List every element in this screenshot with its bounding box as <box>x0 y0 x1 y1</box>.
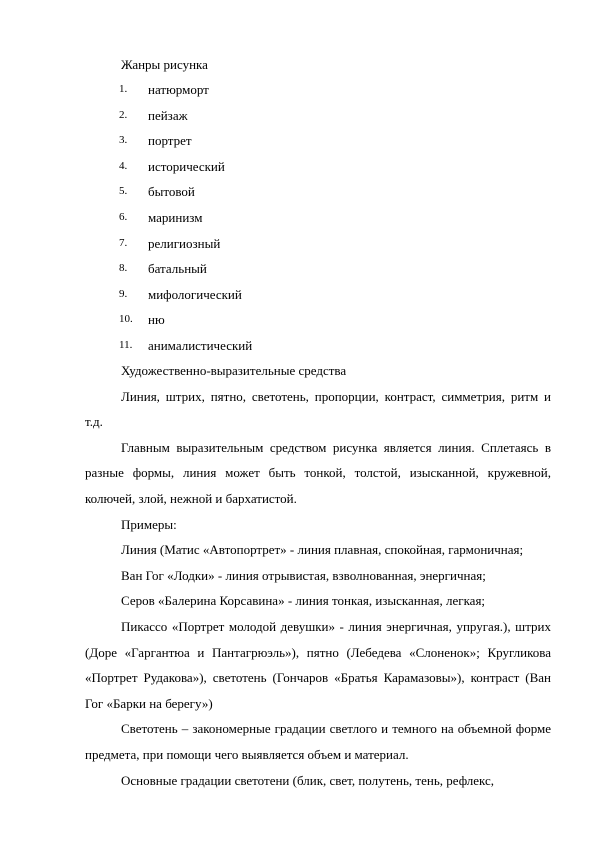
list-item <box>0 311 595 337</box>
list-text: батальный <box>148 261 207 277</box>
list-item <box>0 81 595 107</box>
list-text: мифологический <box>148 286 242 302</box>
list-number: 7. <box>119 236 128 249</box>
list-text: ню <box>148 312 165 328</box>
example-line: Ван Гог «Лодки» - линия отрывистая, взволнованная, энергичная; <box>121 567 486 583</box>
list-item <box>0 107 595 133</box>
list-number: 11. <box>119 338 133 351</box>
list-text: маринизм <box>148 209 203 225</box>
list-item <box>0 235 595 261</box>
genres-heading: Жанры рисунка <box>121 57 208 72</box>
list-number: 2. <box>119 108 128 121</box>
list-text: бытовой <box>148 184 195 200</box>
list-item <box>0 132 595 158</box>
list-item <box>0 183 595 209</box>
genres-list <box>0 81 595 363</box>
list-text: пейзаж <box>148 107 188 123</box>
list-text: натюрморт <box>148 82 209 97</box>
gradations-paragraph: Основные градации светотени (блик, свет, полутень, тень, рефлекс, <box>121 772 495 788</box>
example-paragraph: Пикассо «Портрет молодой девушки» - линия энергичная, упругая.), штрих (Доре «Гаргантюа и Пантагрюэль»), пятно (Лебедева «Слоненок»; Кругликова «Портрет Рудакова»), светотень (Гончаров «Братья Карамазовы»), контраст (Ван Гог «Барки на берегу») <box>85 618 551 711</box>
list-number: 10. <box>119 313 133 326</box>
list-text: религиозный <box>148 235 221 251</box>
example-line: Линия (Матис «Автопортрет» - линия плавная, спокойная, гармоничная; <box>121 542 524 558</box>
body-text <box>85 358 551 793</box>
list-item <box>0 209 595 235</box>
list-number: 4. <box>119 159 128 172</box>
example-line: Серов «Балерина Корсавина» - линия тонкая, изысканная, легкая; <box>121 593 486 609</box>
examples-heading: Примеры: <box>121 516 177 532</box>
list-item <box>0 286 595 312</box>
list-text: анималистический <box>148 337 253 353</box>
means-paragraph: Линия, штрих, пятно, светотень, пропорции, контраст, симметрия, ритм и т.д. <box>85 388 551 430</box>
list-text: портрет <box>148 133 192 149</box>
list-number: 1. <box>119 83 128 95</box>
means-heading: Художественно-выразительные средства <box>121 363 347 378</box>
list-number: 5. <box>119 185 128 198</box>
list-number: 6. <box>119 210 128 223</box>
line-paragraph: Главным выразительным средством рисунка является линия. Сплетаясь в разные формы, линия может быть тонкой, толстой, изысканной, кружевной, колючей, злой, нежной и бархатистой. <box>85 439 551 506</box>
list-item <box>0 158 595 184</box>
list-number: 3. <box>119 134 128 147</box>
list-item <box>0 260 595 286</box>
chiaroscuro-paragraph: Светотень – закономерные градации светлого и темного на объемной форме предмета, при помощи чего выявляется объем и материал. <box>85 721 551 762</box>
list-number: 9. <box>119 287 128 300</box>
list-text: исторический <box>148 158 225 174</box>
list-number: 8. <box>119 262 128 275</box>
